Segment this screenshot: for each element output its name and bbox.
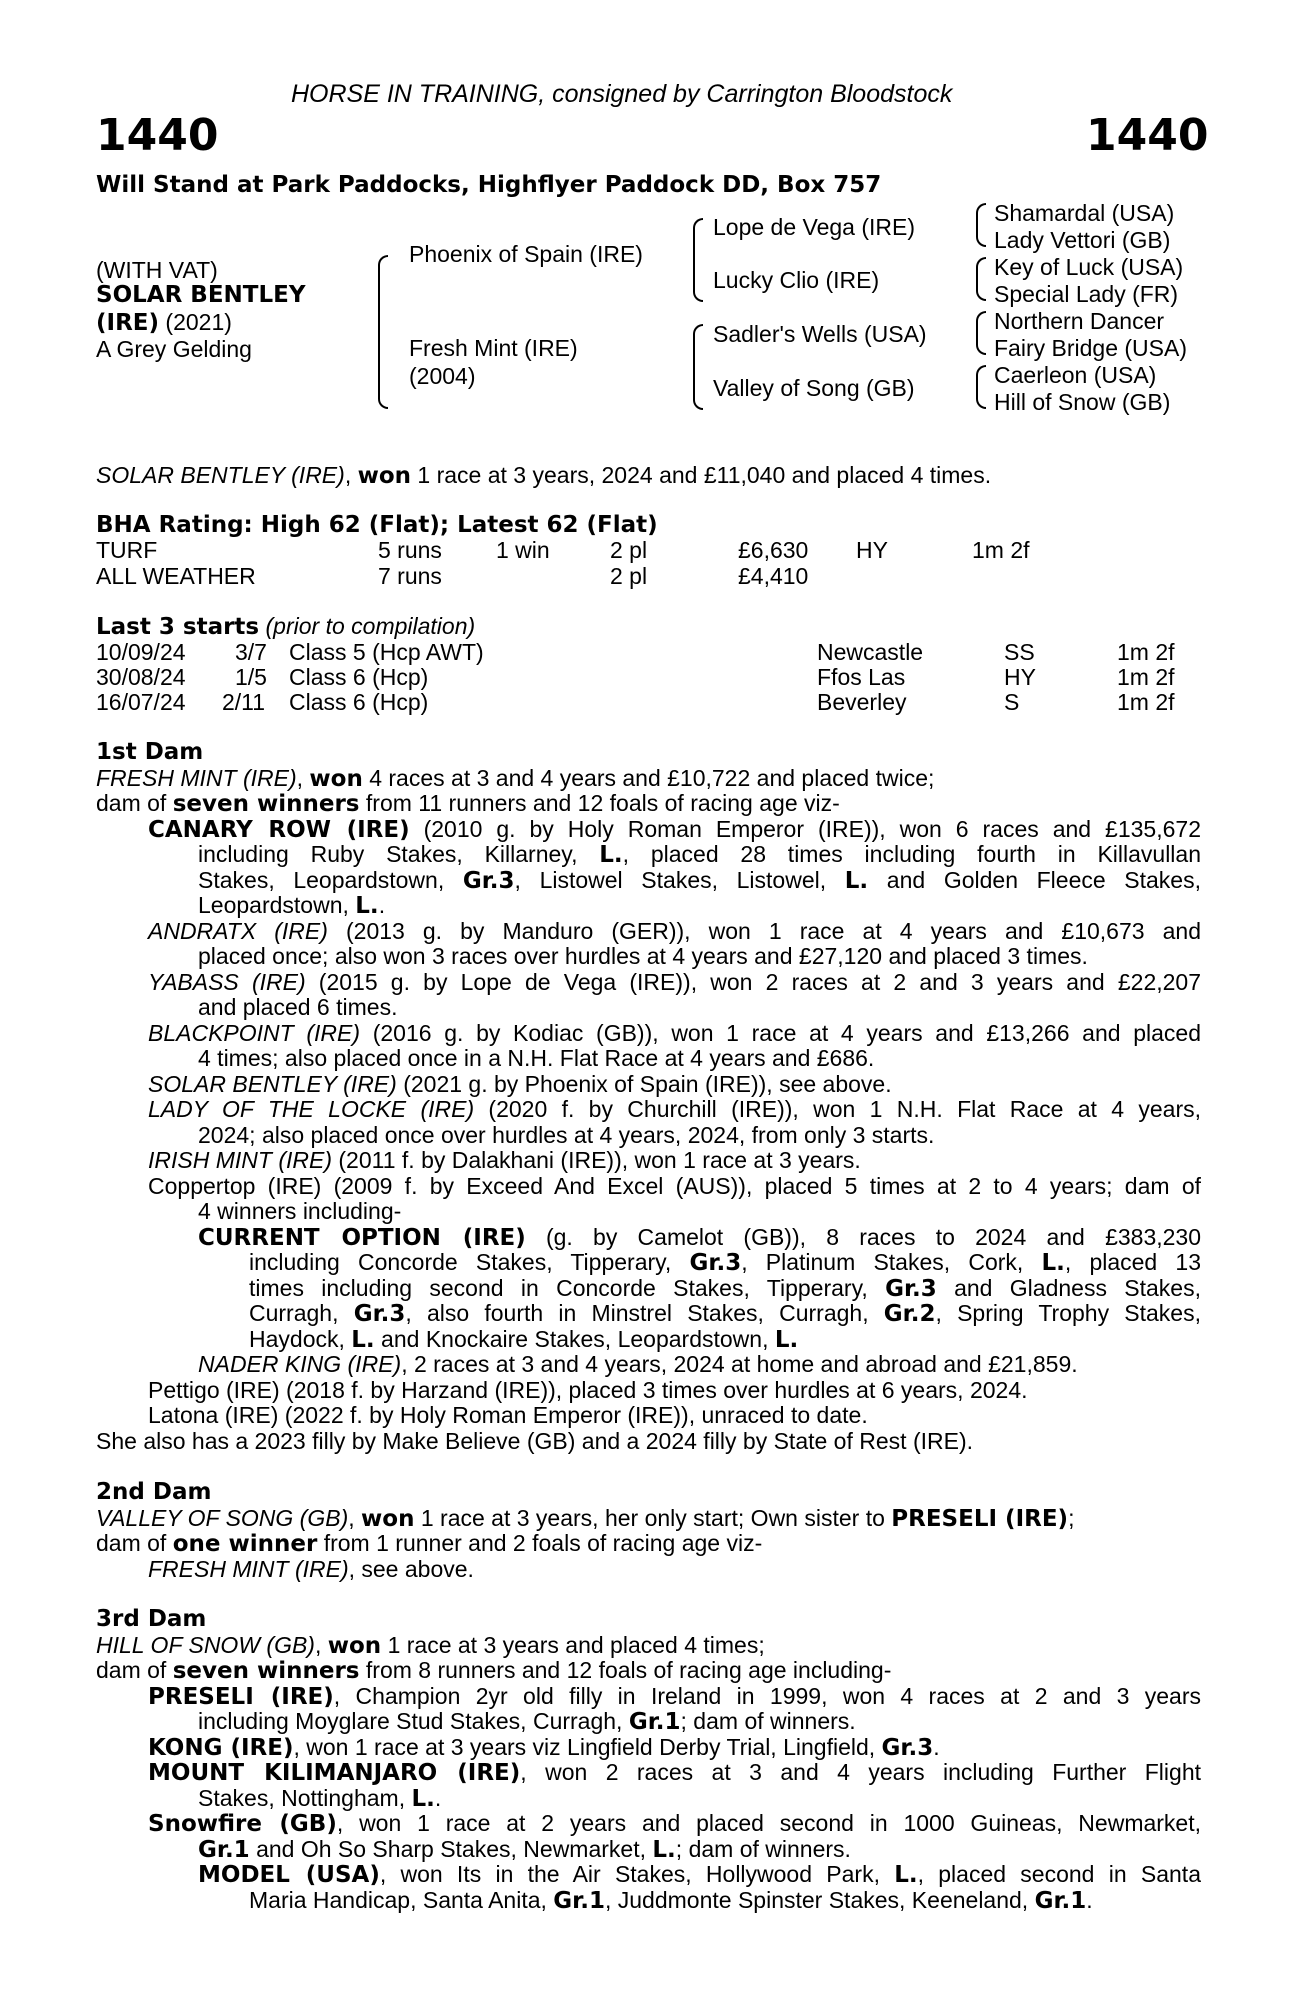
horse-name: SOLAR BENTLEY	[96, 282, 306, 308]
pedigree-g4: Special Lady (FR)	[994, 281, 1179, 307]
pedigree-sire-dam: Lucky Clio (IRE)	[713, 267, 880, 293]
pedigree-brace-3	[693, 324, 703, 410]
rating-heading: BHA Rating: High 62 (Flat); Latest 62 (Flat)	[96, 512, 658, 538]
pedigree-sire-sire: Lope de Vega (IRE)	[713, 214, 916, 240]
pedigree-dam: Fresh Mint (IRE)	[409, 335, 578, 361]
first-dam-heading: 1st Dam	[96, 739, 204, 765]
pedigree-g2: Lady Vettori (GB)	[994, 227, 1171, 253]
first-dam-section: 1st Dam FRESH MINT (IRE), won 4 races at 3 and 4 years and £10,722 and placed twice; dam of seven winners from 11 runners and 12 foals of racing age viz- CANARY ROW (IRE) (2010 g. by Holy Roman Emperor (IRE)), won 6 races and £135,672 including Ruby Stakes, Killarney, L., placed 28 times including fourth in Killavullan Stakes, Leopardstown, Gr.3, Listowel Stakes, Listowel, L. and Golden Fleece Stakes, Leopardstown, L.. ANDRATX (IRE) (2013 g. by Manduro (GER)), won 1 race at 4 years and £10,673 and placed once; also won 3 races over hurdles at 4 years and £27,120 and placed 3 times. YABASS (IRE) (2015 g. by Lope de Vega (IRE)), won 2 races at 2 and 3 years and £22,207 and placed 6 times. BLACKPOINT (IRE) (2016 g. by Kodiac (GB)), won 1 race at 4 years and £13,266 and placed 4 times; also placed once in a N.H. Flat Race at 4 years and £686. SOLAR BENTLEY (IRE) (2021 g. by Phoenix of Spain (IRE)), see above. LADY OF THE LOCKE (IRE) (2020 f. by Churchill (IRE)), won 1 N.H. Flat Race at 4 years, 2024; also placed once over hurdles at 4 years, 2024, from only 3 starts. IRISH MINT (IRE) (2011 f. by Dalakhani (IRE)), won 1 race at 3 years. Coppertop (IRE) (2009 f. by Exceed And Excel (AUS)), placed 5 times at 2 to 4 years; dam of 4 winners including- CURRENT OPTION (IRE) (g. by Camelot (GB)), 8 races to 2024 and £383,230 including Concorde Stakes, Tipperary, Gr.3, Platinum Stakes, Cork, L., placed 13 times including second in Concorde Stakes, Tipperary, Gr.3 and Gladness Stakes, Curragh, Gr.3, also fourth in Minstrel Stakes, Curragh, Gr.2, Spring Trophy Stakes, Haydock, L. and Knockaire Stakes, Leopardstown, L. NADER KING (IRE), 2 races at 3 and 4 years, 2024 at home and abroad and £21,859. Pettigo (IRE) (2018 f. by Harzand (IRE)), placed 3 times over hurdles at 6 years, 2024. Latona (IRE) (2022 f. by Holy Roman Emperor (IRE)), unraced to date. She also has a 2023 filly by Make Believe (GB) and a 2024 filly by State of Rest (IRE).	[96, 739, 1201, 1454]
pedigree-brace-4	[976, 203, 986, 247]
lot-number-left: 1440	[96, 110, 219, 161]
second-dam-section: 2nd Dam VALLEY OF SONG (GB), won 1 race at 3 years, her only start; Own sister to PRESELI (IRE); dam of one winner from 1 runner and 2 foals of racing age viz- FRESH MINT (IRE), see above.	[96, 1480, 1201, 1582]
pedigree-brace-5	[976, 257, 986, 301]
pedigree-dam-year: (2004)	[409, 363, 476, 389]
pedigree-g7: Caerleon (USA)	[994, 362, 1157, 388]
pedigree-g8: Hill of Snow (GB)	[994, 389, 1171, 415]
pedigree-brace-1	[378, 255, 388, 409]
last-starts-heading: Last 3 starts	[96, 614, 260, 640]
horse-year: (2021)	[159, 309, 232, 335]
pedigree-sire: Phoenix of Spain (IRE)	[409, 241, 643, 267]
second-dam-heading: 2nd Dam	[96, 1479, 212, 1505]
horse-suffix: (IRE)	[96, 310, 160, 336]
race-summary: SOLAR BENTLEY (IRE), won 1 race at 3 years, 2024 and £11,040 and placed 4 times.	[96, 462, 992, 489]
pedigree-g3: Key of Luck (USA)	[994, 254, 1184, 280]
horse-description: A Grey Gelding	[96, 336, 252, 362]
location-line: Will Stand at Park Paddocks, Highflyer Paddock DD, Box 757	[96, 172, 882, 198]
third-dam-section: 3rd Dam HILL OF SNOW (GB), won 1 race at 3 years and placed 4 times; dam of seven winners from 8 runners and 12 foals of racing age including- PRESELI (IRE), Champion 2yr old filly in Ireland in 1999, won 4 races at 2 and 3 years including Moyglare Stud Stakes, Curragh, Gr.1; dam of winners. KONG (IRE), won 1 race at 3 years viz Lingfield Derby Trial, Lingfield, Gr.3. MOUNT KILIMANJARO (IRE), won 2 races at 3 and 4 years including Further Flight Stakes, Nottingham, L.. Snowfire (GB), won 1 race at 2 years and placed second in 1000 Guineas, Newmarket, Gr.1 and Oh So Sharp Stakes, Newmarket, L.; dam of winners. MODEL (USA), won Its in the Air Stakes, Hollywood Park, L., placed second in Santa Maria Handicap, Santa Anita, Gr.1, Juddmonte Spinster Stakes, Keeneland, Gr.1.	[96, 1606, 1201, 1914]
pedigree-dam-sire: Sadler's Wells (USA)	[713, 321, 927, 347]
pedigree-g6: Fairy Bridge (USA)	[994, 335, 1187, 361]
third-dam-heading: 3rd Dam	[96, 1606, 207, 1632]
pedigree-g5: Northern Dancer	[994, 308, 1165, 334]
consignment-line: HORSE IN TRAINING, consigned by Carrington Bloodstock	[291, 80, 953, 108]
pedigree-brace-2	[693, 218, 703, 302]
pedigree-brace-6	[976, 311, 986, 355]
pedigree-brace-7	[976, 365, 986, 409]
pedigree-g1: Shamardal (USA)	[994, 200, 1175, 226]
lot-number-right: 1440	[1086, 110, 1209, 161]
vat-note: (WITH VAT)	[96, 257, 218, 283]
pedigree-dam-dam: Valley of Song (GB)	[713, 375, 915, 401]
